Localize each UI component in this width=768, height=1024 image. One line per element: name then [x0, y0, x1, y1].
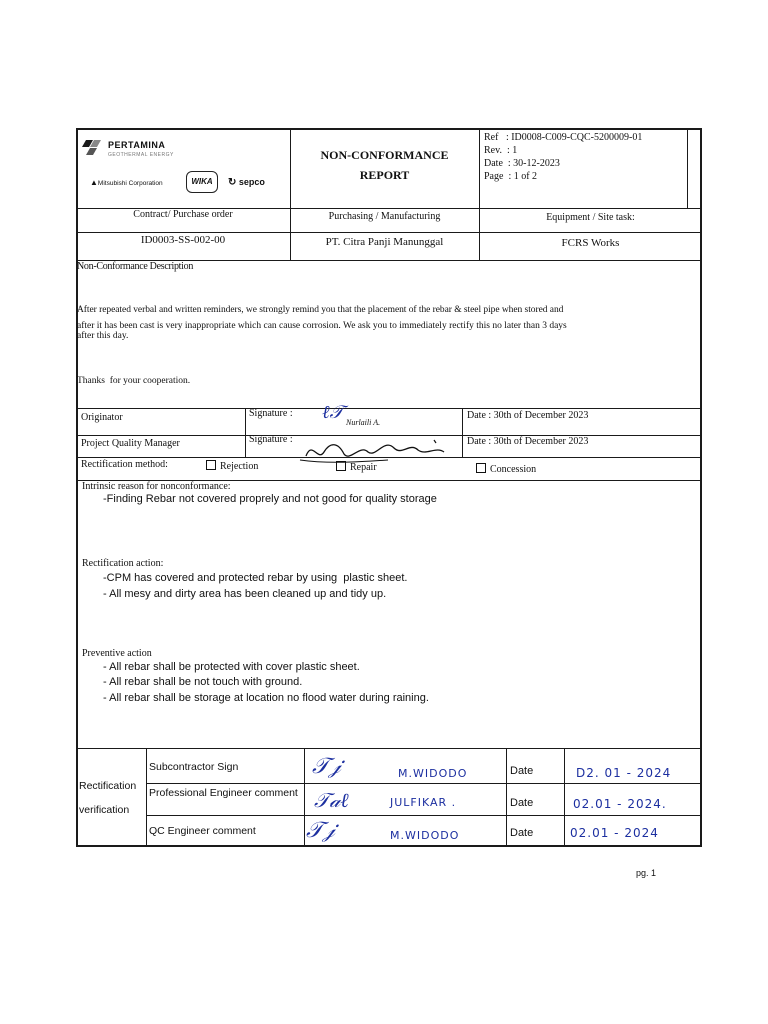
option-label: Rejection — [220, 461, 259, 472]
divider — [146, 783, 702, 784]
company-name: PERTAMINA — [108, 140, 166, 150]
subcontractor-signature: 𝒯𝒿 — [312, 754, 341, 779]
originator-signature-label: Signature : — [249, 408, 293, 419]
partner-sepco: sepco — [238, 177, 265, 187]
page-info: Page : 1 of 2 — [484, 171, 538, 182]
preventive-label: Preventive action — [82, 648, 152, 659]
preventive-item: - All rebar shall be storage at location no flood water during raining. — [103, 692, 429, 704]
rectification-action-item: - All mesy and dirty area has been cleaned up and tidy up. — [103, 588, 387, 600]
originator-date: Date : 30th of December 2023 — [467, 410, 589, 421]
equipment-label: Equipment / Site task: — [546, 212, 635, 223]
divider — [76, 748, 702, 749]
report-title-line2: REPORT — [359, 168, 410, 182]
divider — [564, 748, 565, 846]
checkbox-icon[interactable] — [206, 460, 216, 470]
date-label: Date — [510, 765, 534, 777]
report-title-line1: NON-CONFORMANCE — [320, 148, 449, 162]
description-line: after it has been cast is very inappropriate which can cause corrosion. We ask you to immediately rectify this no later than 3 days — [77, 321, 567, 331]
qc-engineer-name: M.WIDODO — [390, 829, 460, 842]
rectification-action-label: Rectification action: — [82, 558, 164, 569]
ncr-form — [76, 128, 702, 848]
qc-engineer-label: QC Engineer comment — [149, 825, 256, 837]
page-number: pg. 1 — [636, 868, 657, 878]
divider — [506, 748, 507, 846]
wika-logo: WIKA — [186, 171, 218, 193]
description-line: After repeated verbal and written reminders, we strongly remind you that the placement of the rebar & steel pipe when stored and — [77, 305, 564, 315]
preventive-item: - All rebar shall be protected with cover plastic sheet. — [103, 661, 360, 673]
divider — [304, 748, 305, 846]
frame-bottom — [76, 845, 702, 847]
option-repair[interactable] — [336, 461, 377, 473]
originator-signature: ℓ𝒯 — [322, 402, 344, 423]
option-rejection[interactable] — [206, 460, 258, 472]
intrinsic-text: -Finding Rebar not covered proprely and not good for quality storage — [103, 493, 437, 505]
professional-engineer-signature: 𝒯𝒶ℓ — [314, 788, 349, 812]
report-date: Date : 30-12-2023 — [484, 158, 560, 169]
description-line: after this day. — [77, 331, 129, 341]
divider — [687, 128, 688, 208]
subcontractor-date: D2. 01 - 2024 — [576, 766, 672, 780]
verification-side-label: verification — [79, 804, 130, 816]
company-sub: GEOTHERMAL ENERGY — [108, 152, 174, 158]
pqm-signature — [298, 432, 468, 466]
rev-number: Rev. : 1 — [484, 145, 518, 156]
frame-right — [700, 128, 702, 846]
contract-label: Contract/ Purchase order — [133, 209, 233, 220]
purchasing-label: Purchasing / Manufacturing — [328, 211, 441, 222]
option-label: Repair — [350, 462, 377, 473]
pqm-signature-label: Signature : — [249, 434, 293, 445]
pqm-label: Project Quality Manager — [81, 438, 180, 449]
mitsubishi-logo: ▲Mitsubishi Corporation — [90, 178, 163, 187]
contract-value: ID0003-SS-002-00 — [140, 234, 226, 246]
divider — [245, 408, 246, 457]
divider — [76, 408, 702, 409]
intrinsic-label: Intrinsic reason for nonconformance: — [82, 481, 231, 492]
pertamina-logo — [80, 138, 102, 158]
divider — [146, 815, 702, 816]
sepco-logo: ↻ sepco — [228, 177, 265, 188]
professional-engineer-date: 02.01 - 2024. — [573, 797, 667, 811]
checkbox-icon[interactable] — [476, 463, 486, 473]
frame-top — [76, 128, 702, 130]
description-label: Non-Conformance Description — [77, 261, 194, 272]
partner-mitsubishi: Mitsubishi Corporation — [97, 180, 163, 187]
date-label: Date — [510, 797, 534, 809]
preventive-item: - All rebar shall be not touch with ground. — [103, 676, 303, 688]
date-label: Date — [510, 827, 534, 839]
equipment-value: FCRS Works — [561, 237, 620, 249]
pqm-date: Date : 30th of December 2023 — [467, 436, 589, 447]
thanks-text: Thanks for your cooperation. — [77, 376, 191, 386]
checkbox-icon[interactable] — [336, 461, 346, 471]
subcontractor-sign-label: Subcontractor Sign — [149, 761, 239, 773]
originator-label: Originator — [81, 412, 123, 423]
qc-engineer-date: 02.01 - 2024 — [570, 826, 659, 840]
originator-signature-name: Nurlaili A. — [346, 418, 381, 427]
divider — [76, 232, 702, 233]
rectification-action-item: -CPM has covered and protected rebar by using plastic sheet. — [103, 572, 408, 584]
divider — [146, 748, 147, 846]
option-label: Concession — [490, 464, 537, 475]
qc-engineer-signature: 𝒯𝒿 — [306, 818, 335, 843]
professional-engineer-label: Professional Engineer comment — [149, 787, 298, 799]
verification-side-label: Rectification — [79, 780, 137, 792]
option-concession[interactable] — [476, 463, 536, 475]
professional-engineer-name: JULFIKAR . — [390, 796, 457, 809]
ref-number: Ref : ID0008-C009-CQC-5200009-01 — [484, 132, 643, 143]
subcontractor-name: M.WIDODO — [398, 767, 468, 780]
rectification-method-label: Rectification method: — [81, 459, 168, 470]
purchasing-value: PT. Citra Panji Manunggal — [325, 236, 444, 248]
